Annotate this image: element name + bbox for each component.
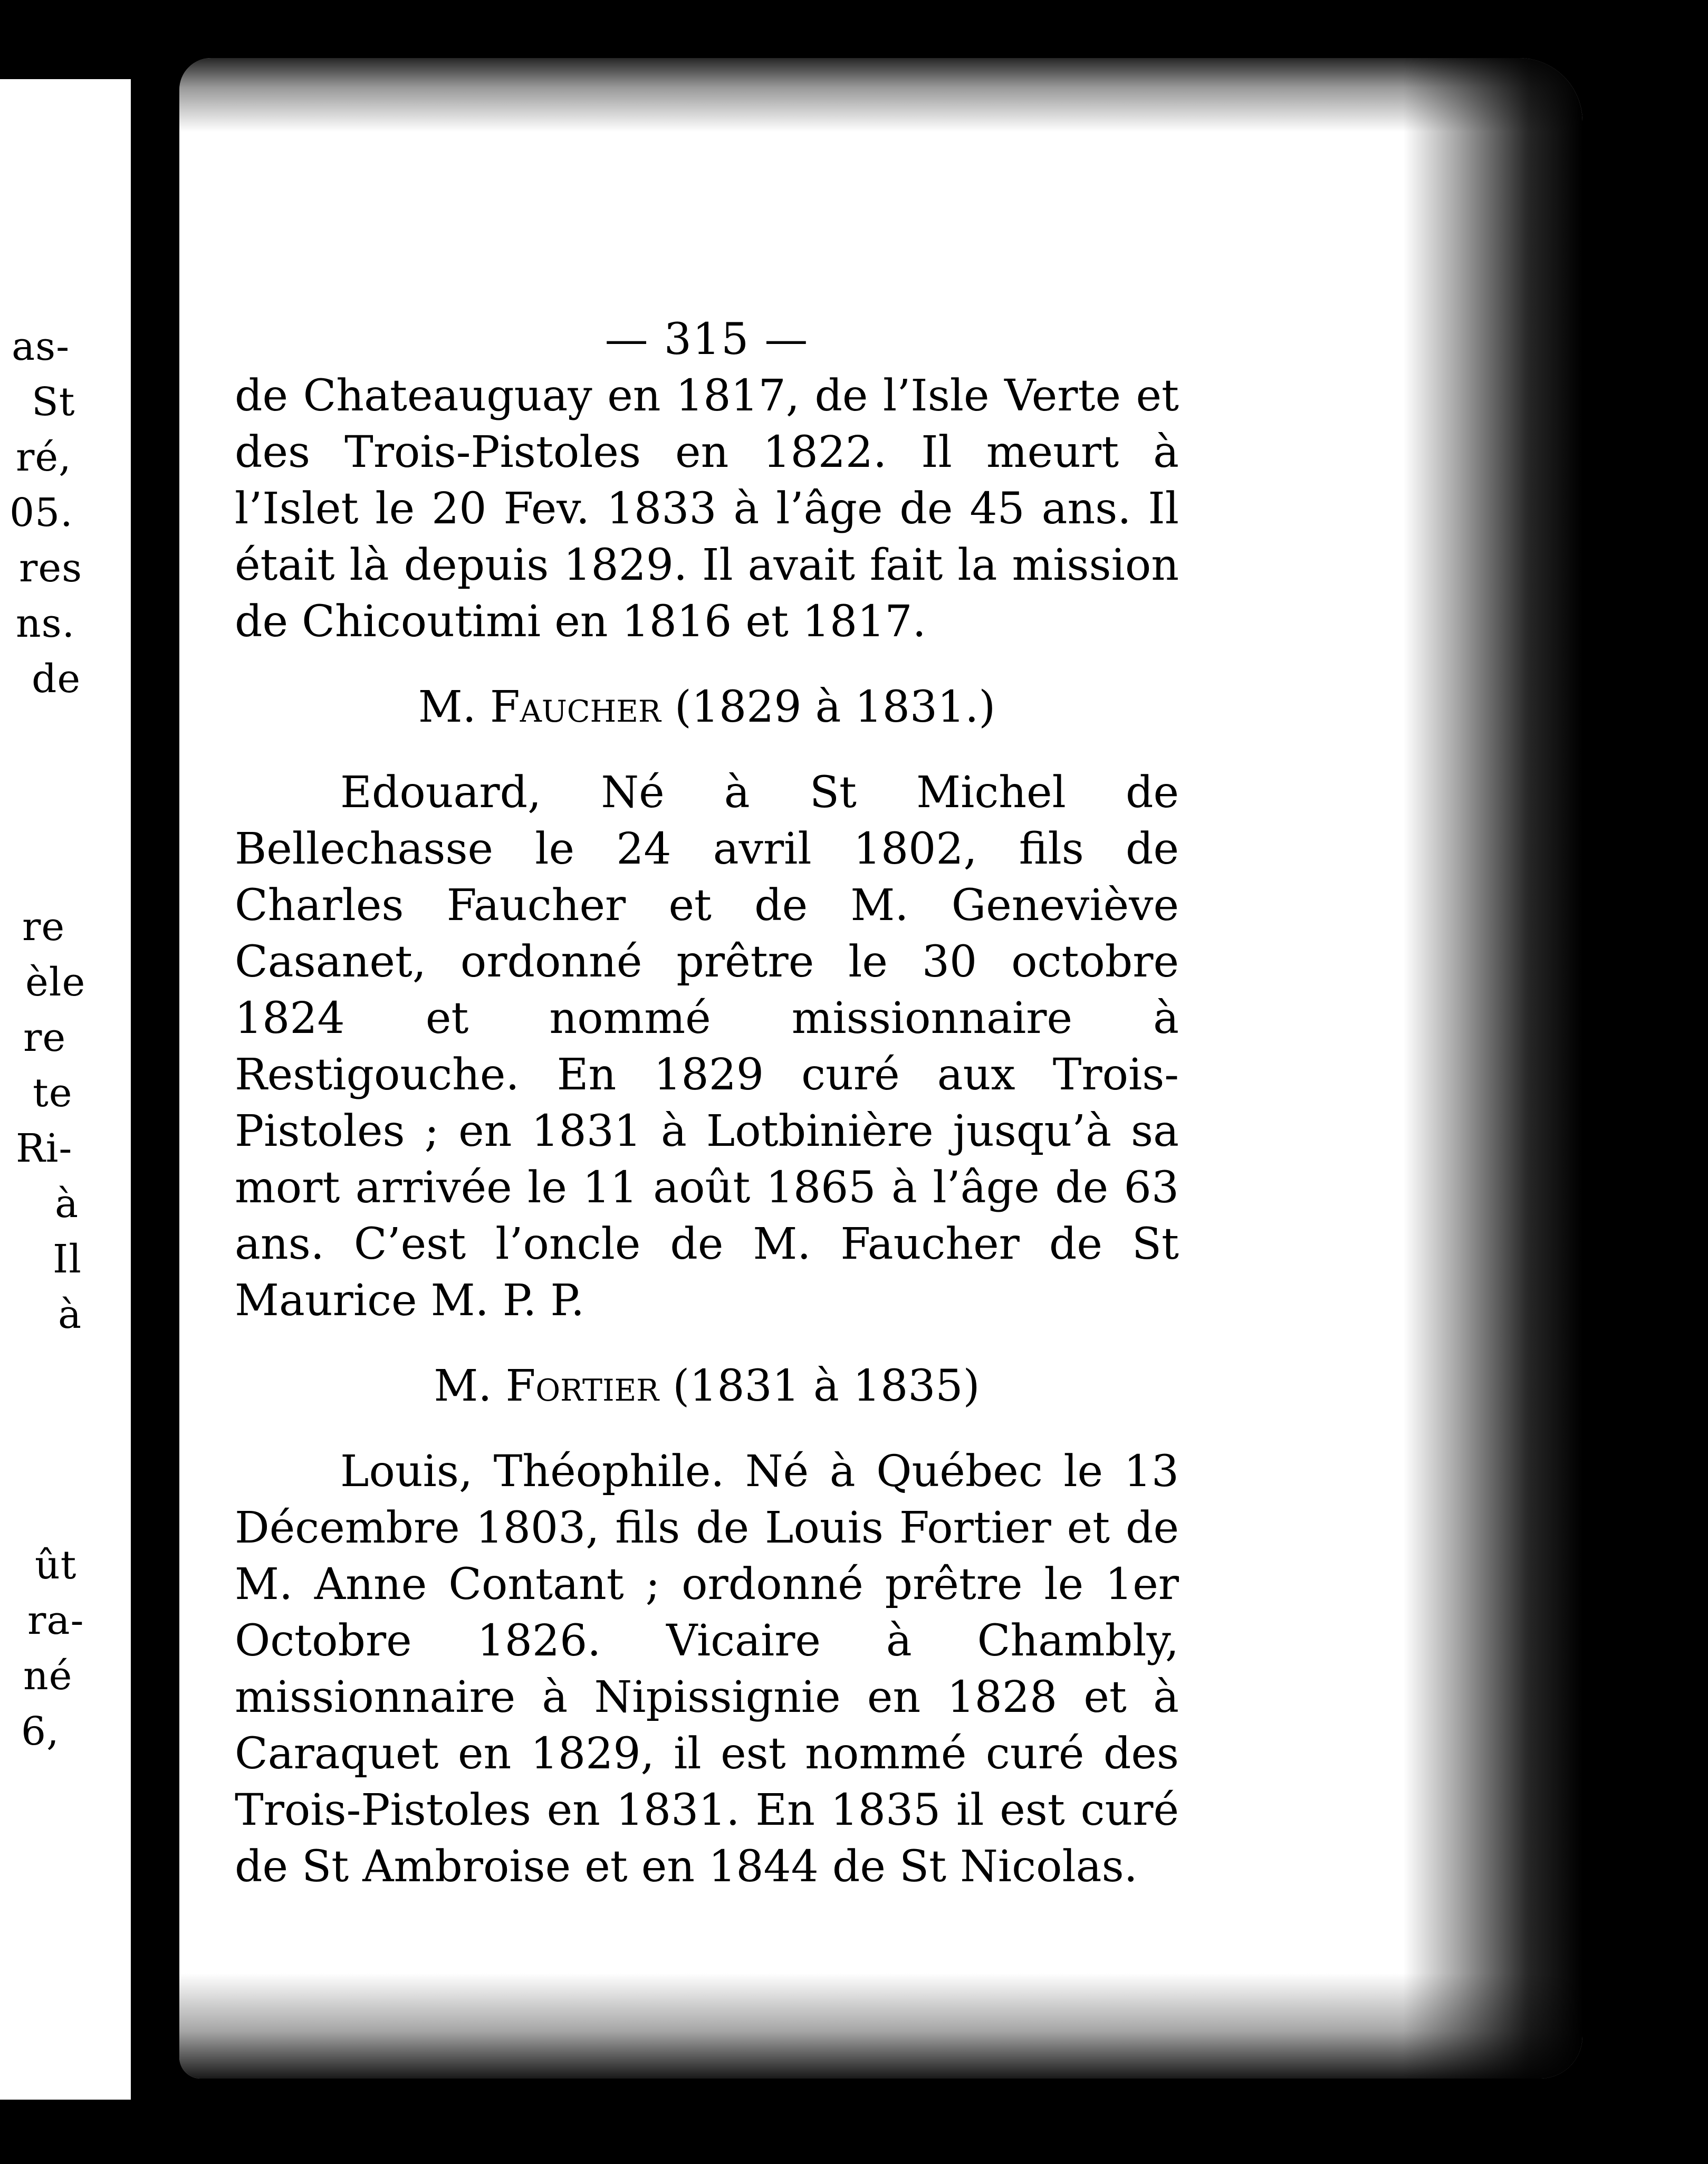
page-top-shadow <box>179 58 1582 132</box>
previous-page-fragment: ns. <box>16 601 75 646</box>
previous-page-fragment: Ri- <box>16 1126 73 1171</box>
section-heading-faucher <box>235 679 1179 735</box>
heading-name: Fortier <box>505 1361 659 1411</box>
page-text <box>235 311 1179 1895</box>
previous-page-fragment: 05. <box>9 490 73 535</box>
page-bottom-shadow <box>179 1973 1582 2079</box>
heading-prefix: M. <box>434 1361 492 1411</box>
previous-page-fragment: à <box>55 1181 79 1227</box>
previous-page-fragment: St <box>32 379 75 425</box>
previous-page-fragment: res <box>19 545 83 591</box>
previous-page-fragment: re <box>22 904 65 950</box>
previous-page-fragment: te <box>33 1070 73 1116</box>
heading-dates: (1831 à 1835) <box>673 1361 980 1411</box>
previous-page-fragment: à <box>58 1292 82 1337</box>
faucher-paragraph: Edouard, Né à St Michel de Bellechasse le 24 avril 1802, fils de Charles Faucher et de M. Geneviève Casanet, ordonné prêtre le 30 octobre 1824 et nommé missionnaire à Restigouche. En 1829 curé aux Trois-Pistoles ; en 1831 à Lotbinière jusqu’à sa mort arrivée le 11 août 1865 à l’âge de 63 ans. C’est l’oncle de M. Faucher de St Maurice M. P. P. <box>235 768 1179 1326</box>
heading-name: Faucher <box>490 682 661 732</box>
previous-page-fragment: né <box>23 1653 73 1699</box>
heading-prefix: M. <box>418 682 476 732</box>
previous-page-fragment: èle <box>25 960 86 1005</box>
page-right-shadow <box>1403 58 1582 2079</box>
heading-dates: (1829 à 1831.) <box>674 682 996 732</box>
previous-page-fragment: 6, <box>21 1709 60 1754</box>
previous-page-fragment: re <box>23 1015 66 1060</box>
continuation-paragraph: de Chateauguay en 1817, de l’Isle Verte et des Trois-Pistoles en 1822. Il meurt à l’Islet le 20 Fev. 1833 à l’âge de 45 ans. Il était là depuis 1829. Il avait fait la mission de Chicoutimi en 1816 et 1817. <box>235 371 1179 647</box>
previous-page-fragment: de <box>32 656 81 702</box>
previous-page-fragment: as- <box>12 324 70 369</box>
book-page <box>179 58 1582 2079</box>
previous-page-fragment: Il <box>53 1237 82 1282</box>
previous-page-fragment: ra- <box>27 1598 84 1643</box>
page-number: — 315 — <box>604 314 809 365</box>
fortier-paragraph: Louis, Théophile. Né à Québec le 13 Décembre 1803, fils de Louis Fortier et de M. Anne Contant ; ordonné prêtre le 1er Octobre 1826. Vicaire à Chambly, missionnaire à Nipissignie en 1828 et à Caraquet en 1829, il est nommé curé des Trois-Pistoles en 1831. En 1835 il est curé de St Ambroise et en 1844 de St Nicolas. <box>235 1447 1179 1892</box>
previous-page-edge <box>0 79 131 2100</box>
previous-page-fragment: ré, <box>16 435 72 480</box>
section-heading-fortier <box>235 1358 1179 1414</box>
previous-page-fragment: ût <box>35 1543 77 1588</box>
